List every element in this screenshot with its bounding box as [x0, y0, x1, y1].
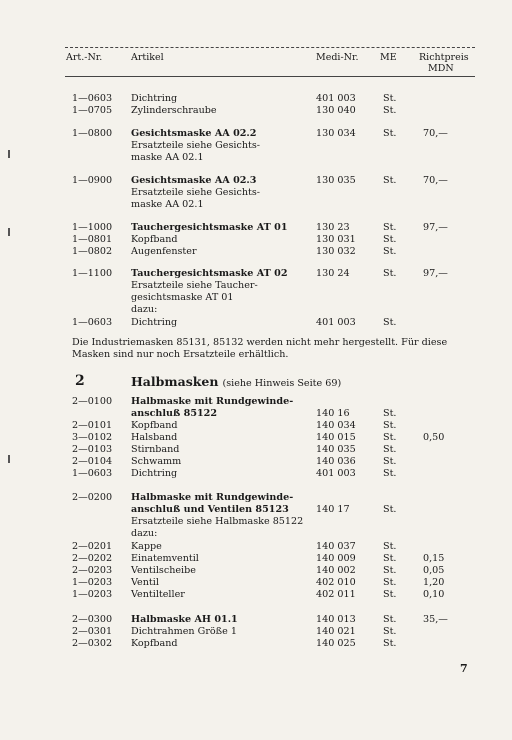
- section-number: 2: [75, 373, 85, 389]
- unit: St.: [383, 93, 397, 104]
- note-text-line1: Die Industriemasken 85131, 85132 werden nicht mehr hergestellt. Für diese: [72, 337, 448, 348]
- price: 70,—: [423, 128, 448, 139]
- article-name: Dichtring: [131, 93, 178, 104]
- unit: St.: [383, 268, 397, 279]
- medi-number: 130 040: [316, 105, 356, 116]
- article-name: Ventilscheibe: [131, 565, 196, 576]
- header-medi-nr: Medi-Nr.: [316, 52, 359, 63]
- price: 35,—: [423, 614, 448, 625]
- note-text-line2: Masken sind nur noch Ersatzteile erhältlich.: [72, 349, 289, 360]
- article-name: Ventil: [131, 577, 159, 588]
- section-title: [131, 374, 341, 389]
- article-number: 1—0900: [72, 175, 113, 186]
- medi-number: 140 036: [316, 456, 356, 467]
- article-name: anschluß und Ventilen 85123: [131, 504, 289, 515]
- section-title-text: Halbmasken: [131, 374, 219, 389]
- price: 0,05: [423, 565, 445, 576]
- article-number: 3—0102: [72, 432, 113, 443]
- article-name: Dichtrahmen Größe 1: [131, 626, 237, 637]
- article-name: Ersatzteile siehe Gesichts-: [131, 140, 261, 151]
- unit: St.: [383, 246, 397, 257]
- price: 97,—: [423, 222, 448, 233]
- article-name: Zylinderschraube: [131, 105, 217, 116]
- article-name: maske AA 02.1: [131, 152, 204, 163]
- article-number: 1—0603: [72, 468, 113, 479]
- medi-number: 140 17: [316, 504, 350, 515]
- article-name: Halbmaske mit Rundgewinde-: [131, 492, 294, 503]
- price: 70,—: [423, 175, 448, 186]
- unit: St.: [383, 444, 397, 455]
- article-number: 1—1100: [72, 268, 113, 279]
- header-rule: [65, 76, 475, 77]
- price: 0,10: [423, 589, 445, 600]
- unit: St.: [383, 504, 397, 515]
- medi-number: 140 021: [316, 626, 356, 637]
- article-number: 2—0200: [72, 492, 113, 503]
- price: 1,20: [423, 577, 445, 588]
- margin-mark: [8, 228, 10, 236]
- medi-number: 140 013: [316, 614, 356, 625]
- unit: St.: [383, 456, 397, 467]
- unit: St.: [383, 626, 397, 637]
- article-number: 2—0202: [72, 553, 113, 564]
- medi-number: 140 16: [316, 408, 350, 419]
- header-me: ME: [380, 52, 397, 63]
- medi-number: 401 003: [316, 317, 356, 328]
- medi-number: 130 24: [316, 268, 350, 279]
- medi-number: 140 034: [316, 420, 356, 431]
- unit: St.: [383, 105, 397, 116]
- unit: St.: [383, 222, 397, 233]
- header-mdn: MDN: [428, 63, 454, 74]
- article-number: 1—0203: [72, 589, 113, 600]
- article-name: Dichtring: [131, 468, 178, 479]
- medi-number: 140 037: [316, 541, 356, 552]
- unit: St.: [383, 317, 397, 328]
- article-name: Kopfband: [131, 420, 178, 431]
- article-number: 1—0603: [72, 93, 113, 104]
- price: 0,50: [423, 432, 445, 443]
- unit: St.: [383, 614, 397, 625]
- top-rule: [65, 47, 475, 48]
- article-number: 1—0800: [72, 128, 113, 139]
- article-number: 2—0201: [72, 541, 113, 552]
- article-name: Schwamm: [131, 456, 182, 467]
- medi-number: 140 015: [316, 432, 356, 443]
- medi-number: 402 010: [316, 577, 356, 588]
- article-name: Augenfenster: [131, 246, 197, 257]
- medi-number: 140 002: [316, 565, 356, 576]
- header-artikel: Artikel: [131, 52, 164, 63]
- article-name: Ersatzteile siehe Taucher-: [131, 280, 258, 291]
- article-number: 2—0300: [72, 614, 113, 625]
- article-number: 1—0203: [72, 577, 113, 588]
- unit: St.: [383, 565, 397, 576]
- header-art-nr: Art.-Nr.: [66, 52, 103, 63]
- article-number: 2—0301: [72, 626, 113, 637]
- unit: St.: [383, 589, 397, 600]
- article-name: Kappe: [131, 541, 162, 552]
- article-number: 1—0801: [72, 234, 113, 245]
- unit: St.: [383, 175, 397, 186]
- margin-mark: [8, 455, 10, 463]
- article-number: 2—0203: [72, 565, 113, 576]
- article-number: 1—0603: [72, 317, 113, 328]
- price: 97,—: [423, 268, 448, 279]
- page-number: 7: [460, 662, 468, 675]
- medi-number: 401 003: [316, 93, 356, 104]
- medi-number: 130 031: [316, 234, 356, 245]
- article-number: 2—0101: [72, 420, 113, 431]
- article-name: Dichtring: [131, 317, 178, 328]
- article-name: Kopfband: [131, 234, 178, 245]
- header-richtpreis: Richtpreis: [419, 52, 469, 63]
- article-number: 1—0705: [72, 105, 113, 116]
- article-name: Halsband: [131, 432, 178, 443]
- medi-number: 401 003: [316, 468, 356, 479]
- medi-number: 140 009: [316, 553, 356, 564]
- medi-number: 140 035: [316, 444, 356, 455]
- article-number: 2—0100: [72, 396, 113, 407]
- article-name: Ventilteller: [131, 589, 185, 600]
- medi-number: 130 035: [316, 175, 356, 186]
- unit: St.: [383, 553, 397, 564]
- section-hint: (siehe Hinweis Seite 69): [222, 378, 342, 389]
- article-number: 1—0802: [72, 246, 113, 257]
- unit: St.: [383, 128, 397, 139]
- article-name: Gesichtsmaske AA 02.3: [131, 175, 257, 186]
- article-number: 2—0104: [72, 456, 113, 467]
- article-name: Ersatzteile siehe Gesichts-: [131, 187, 261, 198]
- article-name: Tauchergesichtsmaske AT 01: [131, 222, 288, 233]
- article-name: Gesichtsmaske AA 02.2: [131, 128, 257, 139]
- unit: St.: [383, 234, 397, 245]
- unit: St.: [383, 468, 397, 479]
- article-name: gesichtsmaske AT 01: [131, 292, 234, 303]
- article-name: Tauchergesichtsmaske AT 02: [131, 268, 288, 279]
- article-name: anschluß 85122: [131, 408, 218, 419]
- unit: St.: [383, 541, 397, 552]
- article-name: Einatemventil: [131, 553, 199, 564]
- unit: St.: [383, 408, 397, 419]
- unit: St.: [383, 638, 397, 649]
- price: 0,15: [423, 553, 445, 564]
- medi-number: 130 034: [316, 128, 356, 139]
- unit: St.: [383, 432, 397, 443]
- article-number: 2—0103: [72, 444, 113, 455]
- article-name: Kopfband: [131, 638, 178, 649]
- article-number: 2—0302: [72, 638, 113, 649]
- medi-number: 130 032: [316, 246, 356, 257]
- medi-number: 130 23: [316, 222, 350, 233]
- article-name: dazu:: [131, 304, 158, 315]
- unit: St.: [383, 577, 397, 588]
- article-name: maske AA 02.1: [131, 199, 204, 210]
- medi-number: 140 025: [316, 638, 356, 649]
- unit: St.: [383, 420, 397, 431]
- article-name: Ersatzteile siehe Halbmaske 85122: [131, 516, 304, 527]
- article-name: Halbmaske AH 01.1: [131, 614, 238, 625]
- article-number: 1—1000: [72, 222, 113, 233]
- article-name: Stirnband: [131, 444, 180, 455]
- article-name: Halbmaske mit Rundgewinde-: [131, 396, 294, 407]
- article-name: dazu:: [131, 528, 158, 539]
- medi-number: 402 011: [316, 589, 356, 600]
- margin-mark: [8, 150, 10, 158]
